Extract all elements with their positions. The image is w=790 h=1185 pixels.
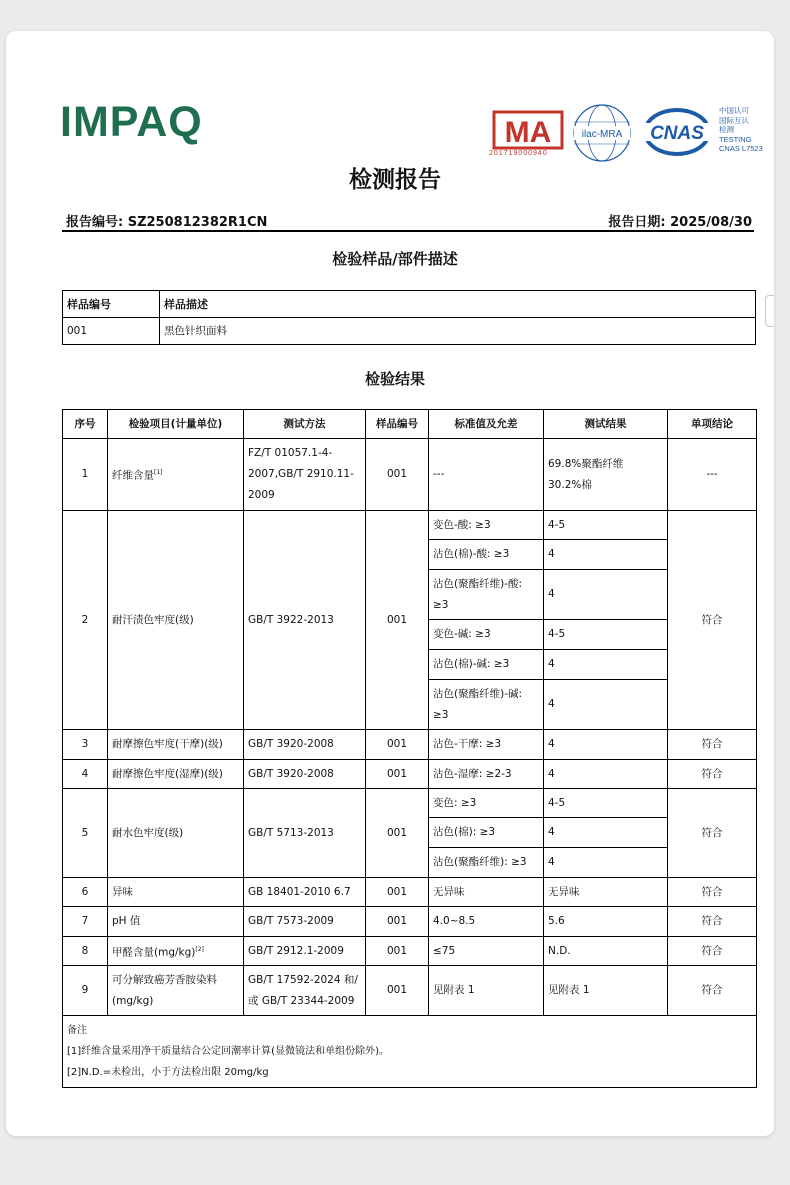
table-header-row: [63, 410, 757, 439]
test-method: GB/T 3920-2008: [244, 730, 366, 760]
test-result: 4: [544, 650, 668, 680]
test-method: GB/T 3920-2008: [244, 760, 366, 789]
table-row: [63, 789, 757, 818]
cma-mark: [488, 106, 568, 154]
test-method: GB 18401-2010 6.7: [244, 878, 366, 907]
sample-number: 001: [366, 966, 429, 1016]
conclusion: 符合: [668, 907, 757, 937]
cnas-text: CNAS: [650, 123, 704, 144]
test-item-label: 纤维含量: [112, 469, 154, 482]
meta-divider: [62, 230, 754, 232]
conclusion: 符合: [668, 937, 757, 966]
test-item: 可分解致癌芳香胺染料(mg/kg): [108, 966, 244, 1016]
table-row: [63, 937, 757, 966]
table-header-cell: 样品描述: [160, 291, 756, 318]
ilac-mra-mark: [570, 102, 634, 164]
cnas-caption-line: 检测: [719, 125, 734, 134]
row-number: 8: [63, 937, 108, 966]
report-number: 报告编号: SZ250812382R1CN: [66, 215, 268, 230]
table-header-cell: 样品编号: [366, 410, 429, 439]
side-scroll-tab[interactable]: [765, 295, 774, 327]
test-result: 见附表 1: [544, 966, 668, 1016]
cnas-caption: [719, 106, 779, 154]
standard-value: 沾色(棉)-酸: ≥3: [429, 540, 544, 570]
certification-logos: [488, 100, 778, 170]
test-item: 耐摩擦色牢度(湿摩)(级): [108, 760, 244, 789]
test-item-label: 甲醛含量(mg/kg): [112, 946, 196, 959]
test-result: 4: [544, 680, 668, 730]
standard-value: 4.0~8.5: [429, 907, 544, 937]
test-result: 4-5: [544, 511, 668, 540]
notes-cell: [63, 1016, 757, 1088]
table-row: [63, 907, 757, 937]
table-header-cell: 测试结果: [544, 410, 668, 439]
cnas-mark: [640, 106, 714, 158]
test-method: GB/T 5713-2013: [244, 789, 366, 878]
table-header-row: [63, 291, 756, 318]
sample-number: 001: [366, 907, 429, 937]
test-result: 4: [544, 570, 668, 620]
note-line: [2]N.D.=未检出，小于方法检出限 20mg/kg: [67, 1067, 269, 1078]
row-number: 4: [63, 760, 108, 789]
sample-number: 001: [366, 760, 429, 789]
cnas-caption-line: CNAS L7523: [719, 144, 763, 153]
test-item: pH 值: [108, 907, 244, 937]
conclusion: 符合: [668, 760, 757, 789]
sample-number: 001: [366, 439, 429, 511]
cnas-caption-line: 中国认可: [719, 106, 749, 115]
cnas-caption-line: 国际互认: [719, 115, 749, 125]
report-meta: [62, 211, 754, 231]
sample-number: 001: [366, 730, 429, 760]
test-result: 4: [544, 818, 668, 848]
results-table: [62, 409, 757, 1088]
table-header-cell: 序号: [63, 410, 108, 439]
notes-row: [63, 1016, 757, 1088]
sample-number: 001: [366, 789, 429, 878]
table-header-cell: 测试方法: [244, 410, 366, 439]
standard-value: 沾色(棉)-碱: ≥3: [429, 650, 544, 680]
test-result: 5.6: [544, 907, 668, 937]
table-row: [63, 318, 756, 345]
standard-value: ≤75: [429, 937, 544, 966]
table-row: [63, 878, 757, 907]
row-number: 2: [63, 511, 108, 730]
test-item: 耐水色牢度(级): [108, 789, 244, 878]
test-result: 4: [544, 540, 668, 570]
table-row: [63, 439, 757, 511]
table-row: [63, 760, 757, 789]
conclusion: 符合: [668, 789, 757, 878]
table-header-cell: 检验项目(计量单位): [108, 410, 244, 439]
standard-value: 无异味: [429, 878, 544, 907]
standard-value: 变色-碱: ≥3: [429, 620, 544, 650]
test-method: GB/T 7573-2009: [244, 907, 366, 937]
note-line: [1]纤维含量采用净干质量结合公定回潮率计算(显微镜法和单组份除外)。: [67, 1046, 389, 1057]
row-number: 1: [63, 439, 108, 511]
sample-section-title: 检验样品/部件描述: [332, 250, 458, 268]
conclusion: 符合: [668, 511, 757, 730]
table-row: [63, 730, 757, 760]
table-row: [63, 966, 757, 1016]
footnote-marker: [2]: [195, 945, 204, 953]
sample-number: 001: [366, 878, 429, 907]
test-result-line: 30.2%棉: [548, 478, 592, 491]
ma-code: 201719000940: [489, 150, 548, 157]
test-item: [108, 439, 244, 511]
document-title: 检测报告: [349, 167, 441, 193]
test-result: 4-5: [544, 789, 668, 818]
table-header-cell: 标准值及允差: [429, 410, 544, 439]
test-item: 异味: [108, 878, 244, 907]
test-item: 耐汗渍色牢度(级): [108, 511, 244, 730]
test-method: GB/T 2912.1-2009: [244, 937, 366, 966]
standard-value: 沾色-干摩: ≥3: [429, 730, 544, 760]
results-section-title: 检验结果: [364, 370, 425, 388]
conclusion: 符合: [668, 966, 757, 1016]
impaq-logo: IMPAQ: [60, 98, 203, 146]
cnas-caption-line: TESTING: [719, 134, 752, 144]
test-method: GB/T 17592-2024 和/或 GB/T 23344-2009: [244, 966, 366, 1016]
footnote-marker: [1]: [154, 469, 163, 477]
row-number: 9: [63, 966, 108, 1016]
standard-value: 沾色(聚酯纤维)-碱: ≥3: [429, 680, 544, 730]
row-number: 3: [63, 730, 108, 760]
sample-number: 001: [366, 511, 429, 730]
conclusion: 符合: [668, 730, 757, 760]
standard-value: 变色-酸: ≥3: [429, 511, 544, 540]
ilac-text: ilac-MRA: [581, 129, 623, 140]
standard-value: 沾色(棉): ≥3: [429, 818, 544, 848]
sample-table: [62, 290, 756, 345]
test-result: 4: [544, 760, 668, 789]
test-method: GB/T 3922-2013: [244, 511, 366, 730]
test-result: 无异味: [544, 878, 668, 907]
table-header-cell: 单项结论: [668, 410, 757, 439]
test-result: 4: [544, 730, 668, 760]
test-item: 耐摩擦色牢度(干摩)(级): [108, 730, 244, 760]
table-cell: 001: [63, 318, 160, 345]
row-number: 7: [63, 907, 108, 937]
table-cell: 黑色针织面料: [160, 318, 756, 345]
standard-value: ---: [429, 439, 544, 511]
test-method: FZ/T 01057.1-4-2007,GB/T 2910.11-2009: [244, 439, 366, 511]
standard-value: 沾色(聚酯纤维)-酸: ≥3: [429, 570, 544, 620]
table-header-cell: 样品编号: [63, 291, 160, 318]
conclusion: ---: [668, 439, 757, 511]
standard-value: 变色: ≥3: [429, 789, 544, 818]
table-row: [63, 511, 757, 540]
test-result: N.D.: [544, 937, 668, 966]
row-number: 5: [63, 789, 108, 878]
test-result: [544, 439, 668, 511]
report-date: 报告日期: 2025/08/30: [608, 215, 752, 230]
sample-number: 001: [366, 937, 429, 966]
standard-value: 沾色-湿摩: ≥2-3: [429, 760, 544, 789]
standard-value: 见附表 1: [429, 966, 544, 1016]
test-result: 4-5: [544, 620, 668, 650]
conclusion: 符合: [668, 878, 757, 907]
test-result: 4: [544, 848, 668, 878]
notes-title: 备注: [67, 1025, 87, 1036]
row-number: 6: [63, 878, 108, 907]
test-result-line: 69.8%聚酯纤维: [548, 457, 624, 470]
ma-text: MA: [504, 116, 552, 149]
test-item: [108, 937, 244, 966]
standard-value: 沾色(聚酯纤维): ≥3: [429, 848, 544, 878]
